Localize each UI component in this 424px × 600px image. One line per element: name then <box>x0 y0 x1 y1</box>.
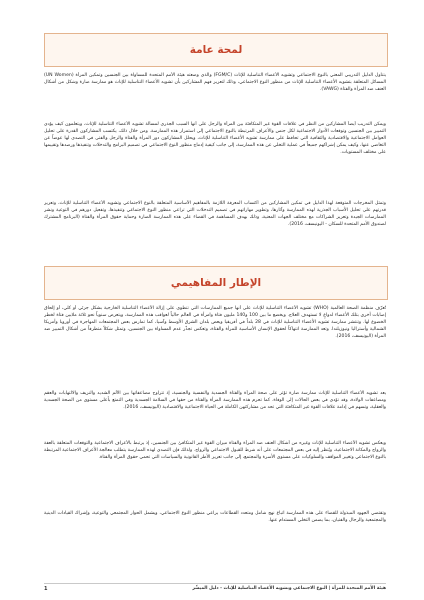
section-title: الإطار المفاهيمي <box>170 277 262 289</box>
paragraph: تُعرّف منظمة الصحة العالمية (WHO) تشويه الأعضاء التناسلية للإناث على أنها جميع الممارسات التي تنطوي على إزالة الأعضاء التناسلية الخارجية بشكل جزئي أو كلي، أو إلحاق إصابات أخرى بتلك الأعضاء لدواعٍ لا تستهدف العلاج. ويخضع ما بين 100 و140 مليون فتاة وامرأة في العالم حالياً لعواقب هذه الممارسة، ويتعرض سنوياً نحو ثلاثة ملايين فتاة لخطر الخضوع لها. وتنتشر ممارسة تشويه الأعضاء التناسلية للإناث في 28 بلداً في أفريقيا وبعض بلدان الشرق الأوسط وآسيا، كما تمارس بعض المجتمعات المهاجرة في أوروبا وأمريكا الشمالية وأستراليا ونيوزيلندا. وتعد الممارسة انتهاكاً لحقوق الإنسان الأساسية للمرأة والفتاة، وتعكس تجذّر عدم المساواة بين الجنسين، وتمثل شكلاً متطرفاً من أشكال التمييز ضد المرأة (اليونيسف، 2016). <box>44 306 386 340</box>
page-footer <box>44 583 386 594</box>
paragraph: وتقتضي الجهود المبذولة للقضاء على هذه الممارسة اتباع نهج شامل ومتعدد القطاعات يراعي منظور النوع الاجتماعي، ويشمل الحوار المجتمعي والتوعية، وإشراك القيادات الدينية والمجتمعية والرجال والفتيان، بما يضمن التخلي المستدام عنها. <box>44 511 386 524</box>
footer-title: هيئة الأمم المتحدة للمرأة | النوع الاجتماعي وتشويه الأعضاء التناسلية للإناث - دليل الميسِّر <box>192 586 386 591</box>
paragraph: يتناول الدليل التدريبي المعني بالنوع الاجتماعي وتشويه الأعضاء التناسلية للإناث (FGM/C) والذي وضعته هيئة الأمم المتحدة للمساواة بين الجنسين وتمكين المرأة (UN Women) المسائل المتعلقة بتشويه الأعضاء التناسلية للإناث من منظور النوع الاجتماعي، وذلك لتعزيز فهم المشاركين بأن تشويه الأعضاء التناسلية للإناث هو ممارسة ضارة وشكل من أشكال العنف ضد المرأة والفتاة (VAWG). <box>44 73 386 93</box>
paragraph: ويعكس تشويه الأعضاء التناسلية للإناث وغيره من أشكال العنف ضد المرأة والفتاة ميزان القوة غير المتكافئ بين الجنسين، إذ يرتبط بالأعراف الاجتماعية والتوقعات المتعلقة بالعفة والزواج والمكانة الاجتماعية، ويُنظر إليه في بعض المجتمعات على أنه شرط للقبول الاجتماعي والزواج. ولذلك فإن التصدي لهذه الممارسة يتطلب معالجة الأعراف الاجتماعية المرتبطة بالنوع الاجتماعي وتغيير المواقف والسلوكيات على مستوى الأسرة والمجتمع، إلى جانب تعزيز الأطر القانونية والسياسات التي تحمي حقوق المرأة والفتاة. <box>44 441 386 461</box>
section-title: لمحة عامة <box>189 44 243 56</box>
paragraph: ويمكّن التدريب أيضاً المشاركين من النظر في علاقات القوة غير المتكافئة بين المرأة والرجل على أنها السبب الجذري لمسألة تشويه الأعضاء التناسلية للإناث، ويتعلمون كيف يؤدي التمييز بين الجنسين وتوقعات الأدوار الاجتماعية لكل جنس والأعراف المرتبطة بالنوع الاجتماعي إلى استمرار هذه الممارسة. ومن خلال ذلك، يكتسب المشاركون القدرة على تحليل العوامل الاجتماعية والاقتصادية والثقافية التي تحافظ على ممارسة تشويه الأعضاء التناسلية للإناث، ويحلل المشاركون دور المرأة والفتاة والرجل والفتى في التصدي لها عوضاً عن التغاضي عنها، وكيف يمكن إشراكهم جميعاً في عملية التخلي عن هذه الممارسة، إلى جانب كيفية إدماج منظور النوع الاجتماعي في تصميم البرامج والتدخلات وتنفيذها ورصدها وتقييمها على مختلف المستويات. <box>44 122 386 156</box>
paragraph: وتمثل المخرجات المتوقعة لهذا الدليل في تمكين المشاركين من اكتساب المعرفة اللازمة بالمفاهيم الأساسية المتعلقة بالنوع الاجتماعي وتشويه الأعضاء التناسلية للإناث، وتعزيز قدرتهم على تحليل الأسباب الجذرية لهذه الممارسة وآثارها، وتطوير مهاراتهم في تصميم التدخلات التي تراعي منظور النوع الاجتماعي وتنفيذها، وتفعيل دورهم في التوعية ونشر الممارسات الجيدة وتعزيز الشراكات مع مختلف الجهات المعنية، وذلك بهدف المساهمة في القضاء على هذه الممارسة الضارة وحماية حقوق المرأة والفتاة (البرنامج المشترك لصندوق الأمم المتحدة للسكان - اليونيسف، 2016). <box>44 201 386 228</box>
section-heading-overview <box>44 33 388 67</box>
paragraph: يعد تشويه الأعضاء التناسلية للإناث ممارسة ضارة تؤثر على صحة المرأة والفتاة الجسدية والنفسية والجنسية، إذ تتراوح مضاعفاتها بين الألم الشديد والنزيف والالتهابات والعقم ومضاعفات الولادة، وقد تؤدي في بعض الحالات إلى الوفاة. كما تحرم هذه الممارسة المرأة والفتاة من حقها في السلامة الجسدية وفي التمتع بأعلى مستوى من الصحة الجسدية والعقلية، وتسهم في إدامة علاقات القوة غير المتكافئة التي تحد من مشاركتهن الكاملة في الحياة الاجتماعية والاقتصادية (اليونيسف، 2016). <box>44 391 386 411</box>
page-number: 1 <box>44 586 48 592</box>
section-heading-conceptual-framework <box>44 266 388 300</box>
